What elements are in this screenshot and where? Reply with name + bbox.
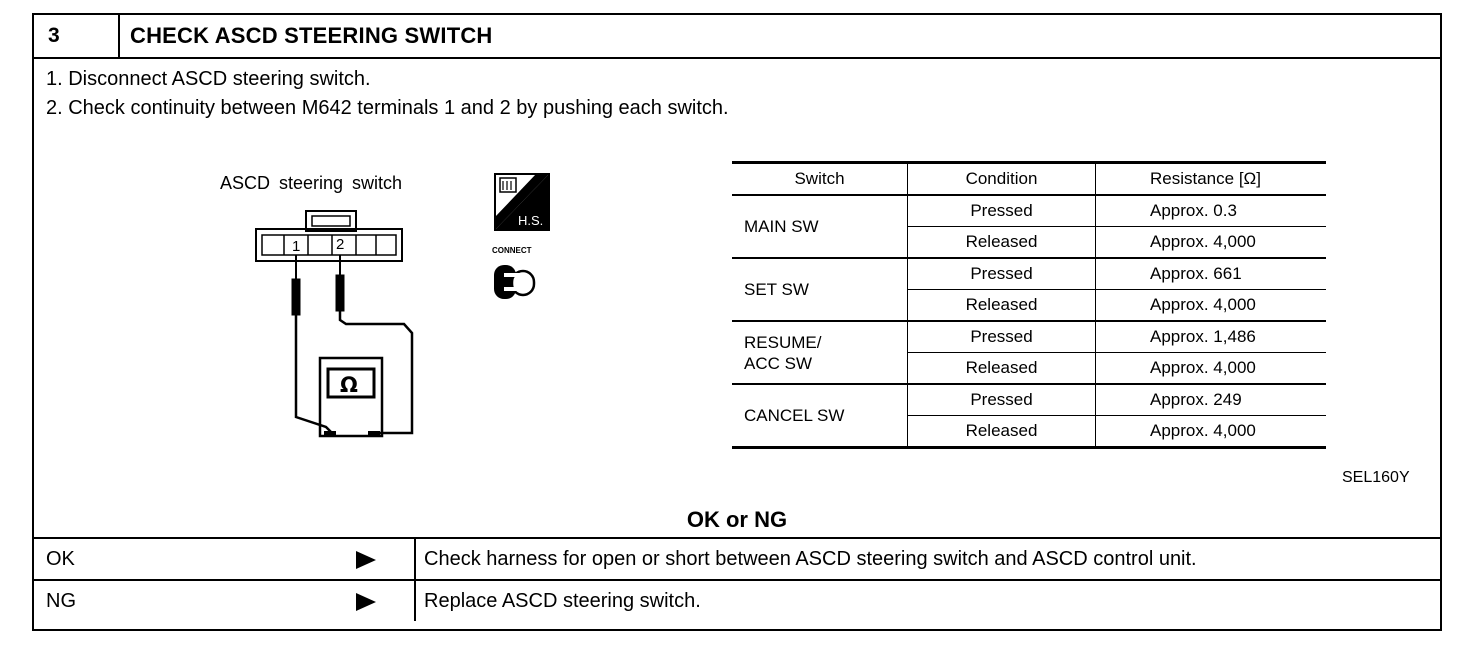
connect-label: CONNECT xyxy=(492,246,532,255)
resistance-cell: Approx. 249 xyxy=(1096,384,1326,416)
resistance-table xyxy=(732,161,1326,449)
terminal-1-label: 1 xyxy=(292,238,301,255)
table-row xyxy=(732,384,1326,416)
result-key: NG xyxy=(46,590,76,612)
switch-name: CANCEL SW xyxy=(732,384,908,448)
resistance-cell: Approx. 4,000 xyxy=(1096,227,1326,259)
col-header-resistance: Resistance [Ω] xyxy=(1096,163,1326,196)
result-divider xyxy=(414,581,416,621)
col-header-condition: Condition xyxy=(908,163,1096,196)
condition-cell: Released xyxy=(908,416,1096,448)
result-row-ok xyxy=(34,537,1440,579)
switch-name: RESUME/ ACC SW xyxy=(732,321,908,384)
resistance-cell: Approx. 4,000 xyxy=(1096,353,1326,385)
switch-name: SET SW xyxy=(732,258,908,321)
col-header-switch: Switch xyxy=(732,163,908,196)
hs-label: H.S. xyxy=(518,213,544,228)
verdict-heading: OK or NG xyxy=(686,507,788,532)
condition-cell: Pressed xyxy=(908,321,1096,353)
condition-cell: Released xyxy=(908,227,1096,259)
connector-label: ASCD steering switch xyxy=(220,173,403,193)
test-probe-leads xyxy=(292,255,412,433)
figure-code: SEL160Y xyxy=(1342,469,1410,486)
ohm-symbol: Ω xyxy=(340,373,358,397)
connect-icon xyxy=(494,265,534,299)
connector-icon xyxy=(256,211,402,261)
step-number: 3 xyxy=(34,15,120,57)
result-action: Replace ASCD steering switch. xyxy=(424,590,701,612)
resistance-cell: Approx. 4,000 xyxy=(1096,416,1326,448)
result-action: Check harness for open or short between ASCD steering switch and ASCD control unit. xyxy=(424,548,1197,570)
ohmmeter-icon xyxy=(320,358,382,436)
result-row-ng xyxy=(34,579,1440,621)
terminal-2-label: 2 xyxy=(336,236,345,253)
procedure-step: 2. Check continuity between M642 terminals 1 and 2 by pushing each switch. xyxy=(46,97,729,119)
table-row xyxy=(732,321,1326,353)
arrow-right-icon xyxy=(356,593,376,611)
step-title: CHECK ASCD STEERING SWITCH xyxy=(130,23,493,48)
resistance-cell: Approx. 4,000 xyxy=(1096,290,1326,322)
connector-diagram xyxy=(34,15,594,455)
inspection-frame xyxy=(32,13,1442,631)
switch-name: MAIN SW xyxy=(732,195,908,258)
condition-cell: Released xyxy=(908,353,1096,385)
condition-cell: Pressed xyxy=(908,258,1096,290)
resistance-cell: Approx. 0.3 xyxy=(1096,195,1326,227)
result-divider xyxy=(414,539,416,579)
result-key: OK xyxy=(46,548,75,570)
resistance-cell: Approx. 1,486 xyxy=(1096,321,1326,353)
resistance-cell: Approx. 661 xyxy=(1096,258,1326,290)
condition-cell: Pressed xyxy=(908,384,1096,416)
table-row xyxy=(732,195,1326,227)
procedure-step: 1. Disconnect ASCD steering switch. xyxy=(46,68,371,90)
arrow-right-icon xyxy=(356,551,376,569)
table-header-row xyxy=(732,163,1326,196)
harness-side-icon xyxy=(494,173,550,231)
condition-cell: Pressed xyxy=(908,195,1096,227)
table-row xyxy=(732,258,1326,290)
condition-cell: Released xyxy=(908,290,1096,322)
